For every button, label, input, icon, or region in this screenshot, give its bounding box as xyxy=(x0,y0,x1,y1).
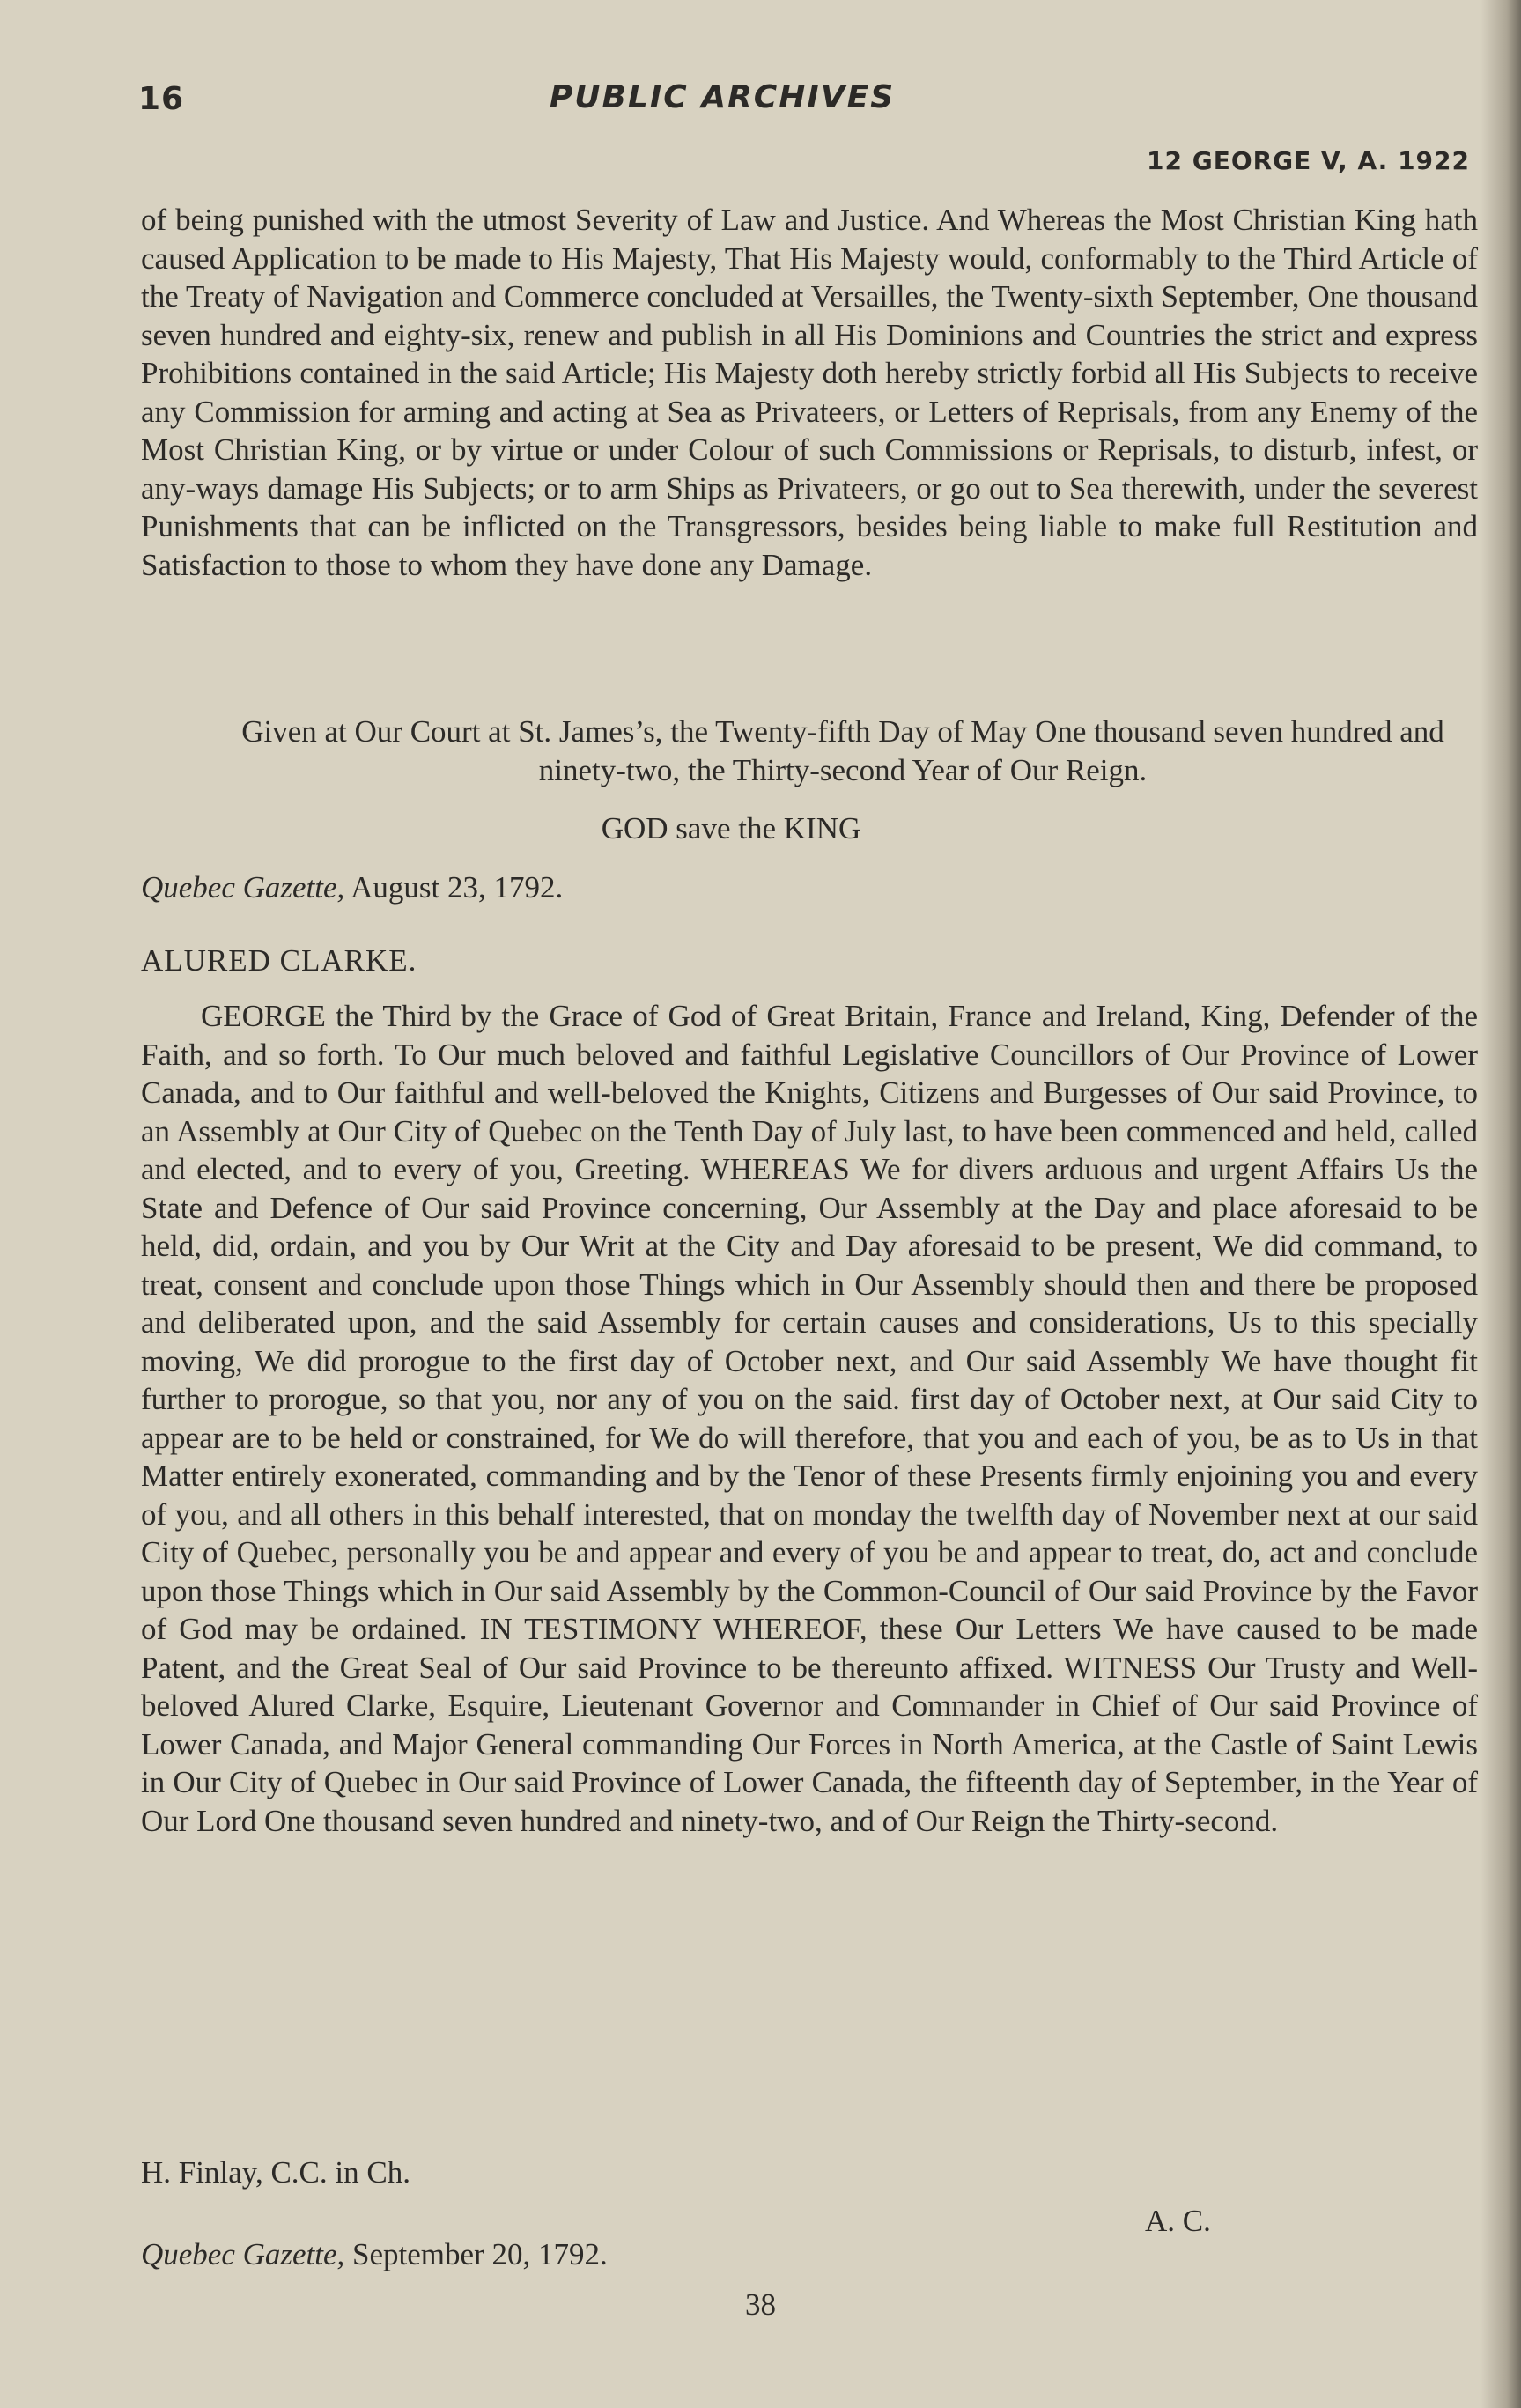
source-title: Quebec Gazette, xyxy=(141,2237,345,2271)
session-label: 12 GEORGE V, A. 1922 xyxy=(1147,146,1470,175)
source-date: August 23, 1792. xyxy=(351,870,564,905)
paragraph-proclamation: of being punished with the utmost Severity of Law and Justice. And Whereas the Most Christian King hath caused Application to be made to His Majesty, That His Majesty would, conformably to the Third Article of the Treaty of Navigation and Commerce concluded at Versailles, the Twenty-sixth September, One thousand seven hundred and eighty-six, renew and publish in all His Dominions and Countries the strict and express Prohibitions contained in the said Article; His Majesty doth hereby strictly forbid all His Subjects to receive any Commission for arming and acting at Sea as Privateers, or Letters of Reprisals, from any Enemy of the Most Christian King, or by virtue or under Colour of such Commissions or Reprisals, to disturb, infest, or any-ways damage His Subjects; or to arm Ships as Privateers, or go out to Sea therewith, under the severest Punishments that can be inflicted on the Transgressors, besides being liable to make full Restitution and Satisfaction to those to whom they have done any Damage. xyxy=(141,203,1478,582)
source-date: September 20, 1792. xyxy=(352,2237,608,2271)
running-head: PUBLIC ARCHIVES xyxy=(549,79,896,115)
page-edge-shadow xyxy=(1480,0,1521,2408)
given-at-block xyxy=(141,713,1478,789)
paragraph-writ: GEORGE the Third by the Grace of God of Great Britain, France and Ireland, King, Defender of the Faith, and so forth. To Our much beloved and faithful Legislative Councillors of Our Province of Lower Canada, and to Our faithful and well-beloved the Knights, Citizens and Burgesses of Our said Province, to an Assembly at Our City of Quebec on the Tenth Day of July last, to have been commenced and held, called and elected, and to every of you, Greeting. WHEREAS We for divers arduous and urgent Affairs Us the State and Defence of Our said Province concerning, Our Assembly at the Day and place aforesaid to be held, did, ordain, and you by Our Writ at the City and Day aforesaid to be present, We did command, to treat, consent and conclude upon those Things which in Our Assembly should then and there be proposed and deliberated upon, and the said Assembly for certain causes and considerations, Us to this specially moving, We did prorogue to the first day of October next, and Our said Assembly We have thought fit further to prorogue, so that you, nor any of you on the said. first day of October next, at Our said City to appear are to be held or constrained, for We do will therefore, that you and each of you, be as to Us in that Matter entirely exonerated, commanding and by the Tenor of these Presents firmly enjoining you and every of you, and all others in this behalf interested, that on monday the twelfth day of November next at our said City of Quebec, personally you be and appear and every of you be and appear to treat, do, act and conclude upon those Things which in Our said Assembly by the Common-Council of Our said Province by the Favor of God may be ordained. IN TESTIMONY WHEREOF, these Our Letters We have caused to be made Patent, and the Great Seal of Our said Province to be thereunto affixed. WITNESS Our Trusty and Well-beloved Alured Clarke, Esquire, Lieutenant Governor and Commander in Chief of Our said Province of Lower Canada, and Major General commanding Our Forces in North America, at the Castle of Saint Lewis in Our City of Quebec in Our said Province of Lower Canada, the fifteenth day of September, in the Year of Our Lord One thousand seven hundred and ninety-two, and of Our Reign the Thirty-second. xyxy=(141,999,1478,1838)
page-number: 16 xyxy=(138,81,185,117)
source-citation-2 xyxy=(141,2237,608,2272)
signatory-name: ALURED CLARKE. xyxy=(141,943,417,978)
god-save-the-king: GOD save the KING xyxy=(601,811,861,846)
body-text-writ xyxy=(141,997,1478,1840)
given-at-paragraph: Given at Our Court at St. James’s, the Twenty-fifth Day of May One thousand seven hundred and ninety-two, the Thirty-second Year of Our Reign. xyxy=(241,714,1444,787)
source-title: Quebec Gazette, xyxy=(141,870,345,905)
source-citation-1 xyxy=(141,870,563,905)
folio-number: 38 xyxy=(745,2287,776,2322)
initials-signature: A. C. xyxy=(1145,2204,1211,2238)
body-text-proclamation xyxy=(141,201,1478,584)
clerk-signature: H. Finlay, C.C. in Ch. xyxy=(141,2155,410,2190)
